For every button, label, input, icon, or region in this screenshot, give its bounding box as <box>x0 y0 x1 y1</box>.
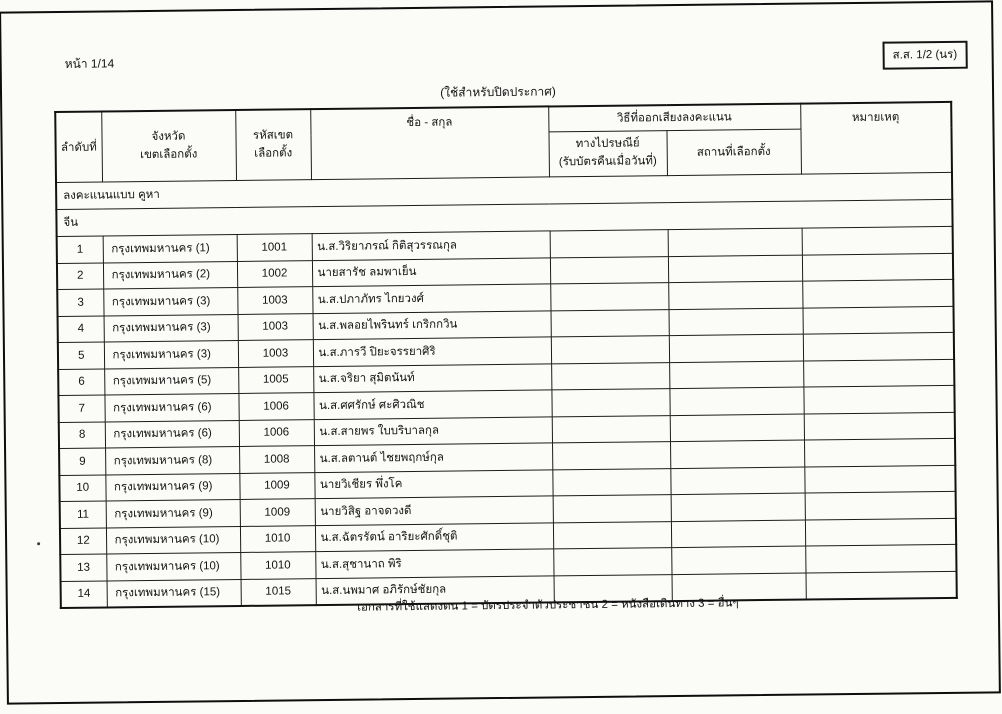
cell-name: น.ส.วิริยาภรณ์ กิติสุวรรณกุล <box>312 231 550 260</box>
cell-seq: 4 <box>58 316 104 343</box>
cell-remarks <box>802 253 953 281</box>
cell-remarks <box>802 279 953 307</box>
cell-place <box>669 361 803 389</box>
cell-name: น.ส.สุชานาถ พิริ <box>315 549 553 578</box>
col-header-by-mail-line2: (รับบัตรคืนเมื่อวันที่) <box>558 155 657 169</box>
cell-province: กรุงเทพมหานคร (9) <box>105 473 239 501</box>
cell-province: กรุงเทพมหานคร (10) <box>106 526 240 554</box>
footer-note: เอกสารที่ใช้แสดงตน 1 = บัตรประจำตัวประชาชน 2 = หนังสือเดินทาง 3 = อื่นๆ <box>357 597 739 614</box>
cell-province: กรุงเทพมหานคร (6) <box>104 393 238 421</box>
cell-name: น.ส.ลตานต์ ไชยพฤกษ์กุล <box>314 443 552 472</box>
cell-name: น.ส.ปภาภัทร ไกยวงศ์ <box>312 284 550 313</box>
cell-code: 1009 <box>240 499 315 526</box>
cell-mail <box>550 256 668 284</box>
cell-province: กรุงเทพมหานคร (15) <box>107 579 241 608</box>
cell-mail <box>551 309 669 337</box>
cell-name: นายวิเชียร พึ่งโค <box>314 469 552 498</box>
cell-province: กรุงเทพมหานคร (10) <box>106 552 240 580</box>
cell-name: น.ส.นพมาศ อภิรักษ์ชัยกุล <box>316 575 554 605</box>
form-code-box <box>882 41 967 70</box>
cell-code: 1005 <box>238 366 313 393</box>
cell-seq: 3 <box>57 289 103 316</box>
cell-province: กรุงเทพมหานคร (5) <box>104 367 238 395</box>
cell-code: 1015 <box>241 578 316 606</box>
cell-code: 1006 <box>238 393 313 420</box>
cell-name: น.ส.ภารวี ปิยะจรรยาศิริ <box>313 337 551 366</box>
col-header-remarks: หมายเหตุ <box>800 102 952 174</box>
voter-roster-table <box>54 101 958 609</box>
cell-code: 1002 <box>237 260 312 287</box>
cell-remarks <box>805 544 956 572</box>
cell-mail <box>553 495 671 523</box>
cell-remarks <box>804 412 955 440</box>
col-header-district-code <box>235 109 311 180</box>
cell-mail <box>552 442 670 470</box>
cell-name: น.ส.ศศรักษ์ ศะศิวณิช <box>313 390 551 419</box>
cell-seq: 5 <box>58 342 104 369</box>
cell-seq: 6 <box>58 369 104 396</box>
cell-name: นายวิสิฐ อาจดวงดี <box>315 496 553 525</box>
cell-remarks <box>805 518 956 546</box>
cell-mail <box>551 389 669 417</box>
col-header-polling-place: สถานที่เลือกตั้ง <box>666 129 801 176</box>
col-header-province-line1: จังหวัด <box>151 130 186 143</box>
cell-mail <box>552 415 670 443</box>
cell-seq: 9 <box>59 448 105 475</box>
cell-remarks <box>803 332 954 360</box>
cell-place <box>668 255 802 283</box>
cell-mail <box>552 468 670 496</box>
cell-place <box>671 493 805 521</box>
col-header-province-line2: เขตเลือกตั้ง <box>140 147 198 161</box>
cell-remarks <box>804 465 955 493</box>
cell-remarks <box>803 385 954 413</box>
cell-code: 1010 <box>240 525 315 552</box>
cell-place <box>669 334 803 362</box>
col-header-by-mail <box>548 131 667 177</box>
cell-province: กรุงเทพมหานคร (9) <box>106 499 240 527</box>
cell-mail <box>553 521 671 549</box>
cell-remarks <box>802 226 953 254</box>
col-header-seq: ลำดับที่ <box>55 112 102 183</box>
cell-seq: 12 <box>60 527 106 554</box>
cell-seq: 13 <box>60 554 106 581</box>
cell-name: น.ส.ฉัตรรัตน์ อาริยะศักดิ์ชุติ <box>315 522 553 551</box>
cell-mail <box>550 283 668 311</box>
country-label: จีน <box>56 199 952 236</box>
col-header-province <box>101 110 236 182</box>
cell-province: กรุงเทพมหานคร (1) <box>103 234 237 262</box>
cell-province: กรุงเทพมหานคร (3) <box>104 340 238 368</box>
col-header-name: ชื่อ - สกุล <box>310 106 549 179</box>
cell-province: กรุงเทพมหานคร (2) <box>103 261 237 289</box>
cell-seq: 14 <box>61 580 107 608</box>
cell-seq: 1 <box>57 236 103 263</box>
cell-mail <box>551 336 669 364</box>
document-subtitle: (ใช้สำหรับปิดประกาศ) <box>440 84 556 100</box>
cell-code: 1008 <box>239 446 314 473</box>
cell-seq: 7 <box>58 395 104 422</box>
col-header-voting-method-group: วิธีที่ออกเสียงลงคะแนน <box>548 104 800 132</box>
page-number: หน้า 1/14 <box>64 56 115 71</box>
cell-mail <box>551 362 669 390</box>
cell-place <box>669 308 803 336</box>
scan-speck <box>37 542 40 545</box>
cell-name: น.ส.พลอยไพรินทร์ เกริกกวิน <box>313 310 551 339</box>
cell-province: กรุงเทพมหานคร (6) <box>105 420 239 448</box>
cell-place <box>668 281 802 309</box>
header-row-1 <box>55 102 951 138</box>
cell-name: น.ส.จริยา สุมิตนันท์ <box>313 363 551 392</box>
cell-remarks <box>804 438 955 466</box>
vote-type-label: ลงคะแนนแบบ คูหา <box>56 172 952 209</box>
cell-place <box>670 440 804 468</box>
cell-place <box>671 546 805 574</box>
col-header-district-code-line2: เลือกตั้ง <box>254 146 293 160</box>
cell-code: 1001 <box>237 234 312 261</box>
cell-province: กรุงเทพมหานคร (8) <box>105 446 239 474</box>
cell-province: กรุงเทพมหานคร (3) <box>103 287 237 315</box>
cell-remarks <box>805 491 956 519</box>
cell-place <box>670 414 804 442</box>
cell-seq: 10 <box>59 474 105 501</box>
cell-mail <box>553 548 671 576</box>
cell-seq: 11 <box>60 501 106 528</box>
cell-code: 1003 <box>238 340 313 367</box>
cell-name: นายสารัช ลมพาเย็น <box>312 257 550 286</box>
cell-seq: 8 <box>59 421 105 448</box>
cell-code: 1009 <box>239 472 314 499</box>
cell-place <box>669 387 803 415</box>
cell-code: 1006 <box>239 419 314 446</box>
col-header-by-mail-line1: ทางไปรษณีย์ <box>575 137 640 151</box>
cell-place <box>671 520 805 548</box>
cell-name: น.ส.สายพร ใบบริบาลกุล <box>314 416 552 445</box>
cell-province: กรุงเทพมหานคร (3) <box>104 314 238 342</box>
cell-place <box>670 467 804 495</box>
cell-code: 1003 <box>238 313 313 340</box>
cell-seq: 2 <box>57 263 103 290</box>
cell-code: 1010 <box>240 552 315 579</box>
cell-remarks <box>802 306 953 334</box>
cell-remarks <box>803 359 954 387</box>
form-code-label: ส.ส. 1/2 (นร) <box>892 48 958 62</box>
cell-place <box>668 228 802 256</box>
col-header-district-code-line1: รหัสเขต <box>252 129 294 142</box>
cell-code: 1003 <box>237 287 312 314</box>
cell-mail <box>550 230 668 258</box>
